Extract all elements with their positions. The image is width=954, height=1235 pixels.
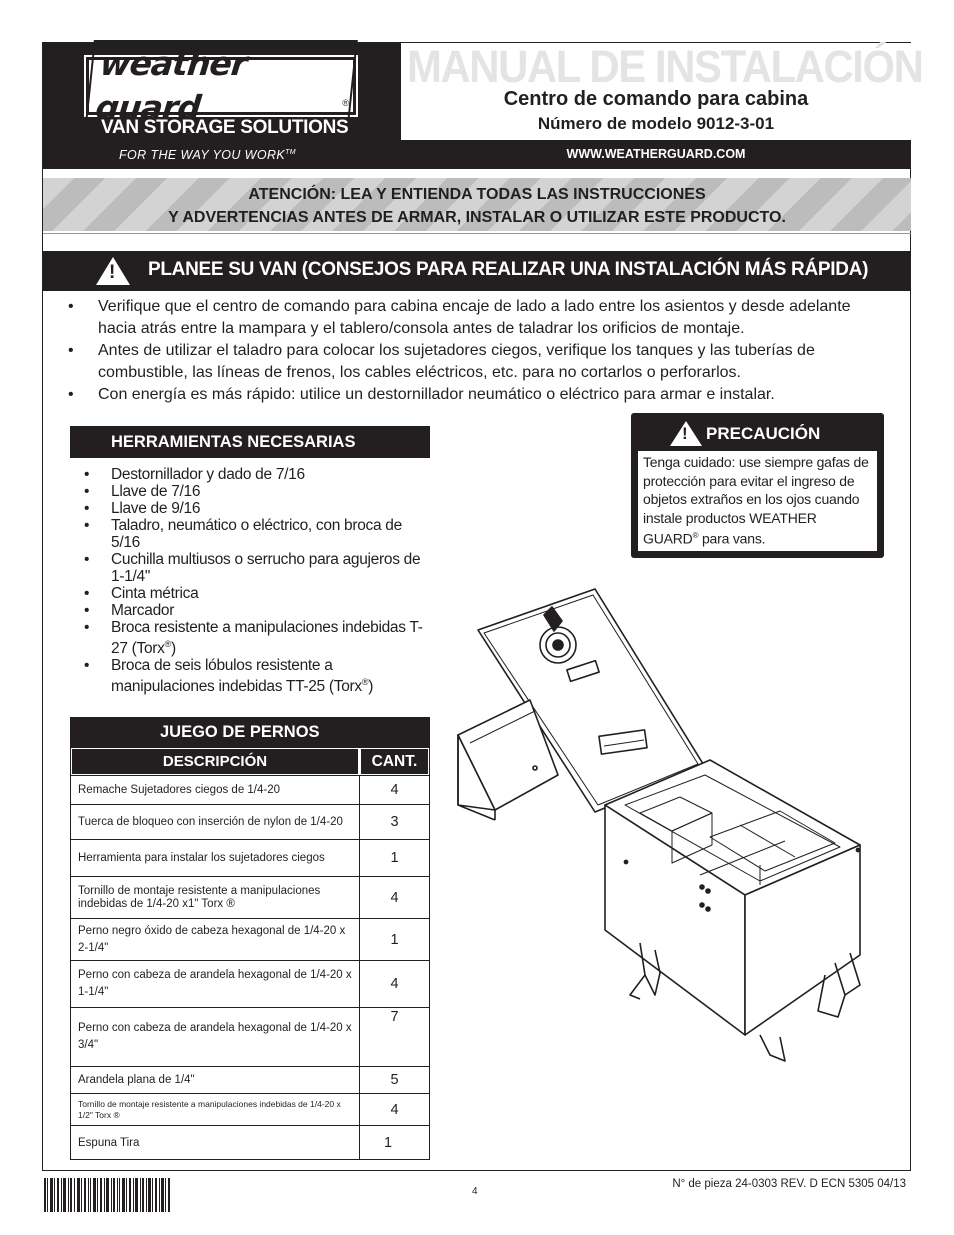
brand-panel (43, 43, 401, 169)
trademark-mark: TM (285, 148, 297, 156)
list-item: • Destornillador y dado de 7/16 (84, 466, 429, 483)
command-center-illustration (440, 575, 880, 1075)
attention-line-1: ATENCIÓN: LEA Y ENTIENDA TODAS LAS INSTRUCCIONES (248, 186, 706, 203)
list-item: • Broca de seis lóbulos resistente a manipulaciones indebidas TT-25 (Torx®) (84, 657, 429, 695)
website-url[interactable]: WWW.WEATHERGUARD.COM (401, 140, 911, 169)
part-number: N° de pieza 24-0303 REV. D ECN 5305 04/13 (672, 1178, 906, 1190)
table-row (71, 1094, 429, 1126)
caution-title: PRECAUCIÓN (706, 424, 821, 443)
manual-title: MANUAL DE INSTALACIÓN (407, 41, 923, 92)
attention-banner (43, 178, 911, 231)
bolt-description: Remache Sujetadores ciegos de 1/4-20 (78, 783, 281, 796)
bolt-quantity: 1 (359, 840, 429, 876)
slogan: FOR THE WAY YOU WORK™ (119, 148, 297, 162)
list-item: • Cuchilla multiusos o serrucho para agujeros de 1-1/4" (84, 551, 429, 585)
model-number: Número de modelo 9012-3-01 (537, 114, 775, 133)
caution-box (631, 413, 884, 558)
page-number: 4 (472, 1186, 478, 1197)
tools-list (84, 466, 429, 695)
registered-mark: ® (692, 531, 699, 540)
bolt-quantity: 1 (359, 919, 429, 960)
table-row (71, 840, 429, 877)
bolt-description: Herramienta para instalar los sujetadores ciegos (78, 851, 325, 864)
table-row (71, 805, 429, 840)
list-item: • Broca resistente a manipulaciones indebidas T-27 (Torx®) (84, 619, 429, 657)
product-name: Centro de comando para cabina (503, 88, 809, 110)
tagline: VAN STORAGE SOLUTIONS (101, 117, 349, 138)
table-row (71, 1067, 429, 1094)
bolt-description: Perno negro óxido de cabeza hexagonal de 1/4-20 x 2-1/4" (78, 924, 346, 954)
plan-tips-list (68, 296, 878, 406)
bolt-quantity: 1 (359, 1126, 429, 1160)
table-row (71, 877, 429, 919)
weather-guard-logo (86, 44, 356, 127)
tools-section-header: HERRAMIENTAS NECESARIAS (70, 426, 430, 458)
registered-mark: ® (361, 677, 369, 688)
list-item: • Taladro, neumático o eléctrico, con broca de 5/16 (84, 517, 429, 551)
title-panel (401, 41, 923, 140)
registered-mark: ® (164, 639, 171, 649)
bolt-quantity: 4 (359, 961, 429, 1007)
logo-registered-mark: ® (342, 98, 349, 108)
bolt-quantity: 7 (359, 1008, 429, 1066)
attention-line-2: Y ADVERTENCIAS ANTES DE ARMAR, INSTALAR O UTILIZAR ESTE PRODUCTO. (168, 209, 786, 226)
bolt-description: Tuerca de bloqueo con inserción de nylon de 1/4-20 (78, 815, 343, 828)
bolt-quantity: 5 (359, 1067, 429, 1093)
list-item: • Cinta métrica (84, 585, 429, 602)
table-row (71, 919, 429, 961)
bolt-table-header-row (70, 747, 430, 776)
list-item: • Antes de utilizar el taladro para colocar los sujetadores ciegos, verifique los tanques y las tuberías de combustible, las líneas de frenos, los cables eléctricos, etc. para no cortarlos o perforarlos. (68, 340, 878, 384)
caution-text: Tenga cuidado: use siempre gafas de protección para evitar el ingreso de objetos extraños en los ojos cuando instale productos WEATHER GUARD® para vans. (638, 451, 877, 551)
bolt-description: Perno con cabeza de arandela hexagonal de 1/4-20 x 3/4" (78, 1022, 352, 1051)
column-header-description: DESCRIPCIÓN (72, 749, 358, 774)
table-row (71, 1126, 429, 1160)
list-item: • Con energía es más rápido: utilice un destornillador neumático o eléctrico para armar e instalar. (68, 384, 878, 406)
table-row (71, 1008, 429, 1067)
bolt-quantity: 4 (359, 1094, 429, 1125)
bolt-quantity: 4 (359, 877, 429, 918)
warning-triangle-icon: ! (96, 257, 130, 285)
divider (43, 233, 911, 234)
list-item: • Llave de 7/16 (84, 483, 429, 500)
bolt-table (70, 776, 430, 1160)
plan-section-title: PLANEE SU VAN (CONSEJOS PARA REALIZAR UNA INSTALACIÓN MÁS RÁPIDA) (148, 259, 869, 280)
plan-section-header (43, 251, 911, 291)
bolt-kit-header: JUEGO DE PERNOS (70, 717, 430, 747)
list-item: • Marcador (84, 602, 429, 619)
column-header-quantity: CANT. (361, 749, 428, 774)
table-row (71, 776, 429, 805)
bolt-description: Tornillo de montaje resistente a manipulaciones indebidas de 1/4-20 x1" Torx ® (78, 884, 321, 910)
warning-triangle-icon: ! (670, 421, 702, 446)
barcode (44, 1178, 170, 1212)
list-item: • Llave de 9/16 (84, 500, 429, 517)
bolt-description: Perno con cabeza de arandela hexagonal de 1/4-20 x 1-1/4" (78, 969, 352, 998)
bolt-description: Arandela plana de 1/4" (78, 1073, 195, 1086)
bolt-description: Tornillo de montaje resistente a manipulaciones indebidas de 1/4-20 x 1/2" Torx ® (78, 1098, 341, 1120)
table-row (71, 961, 429, 1008)
list-item: • Verifique que el centro de comando para cabina encaje de lado a lado entre los asientos y desde adelante hacia atrás entre la mampara y el tablero/consola antes de taladrar los orificios de montaje. (68, 296, 878, 340)
logo-text: weather guard (84, 40, 358, 132)
bolt-quantity: 3 (359, 805, 429, 839)
bolt-description: Espuna Tira (78, 1136, 140, 1149)
bolt-quantity: 4 (359, 776, 429, 804)
